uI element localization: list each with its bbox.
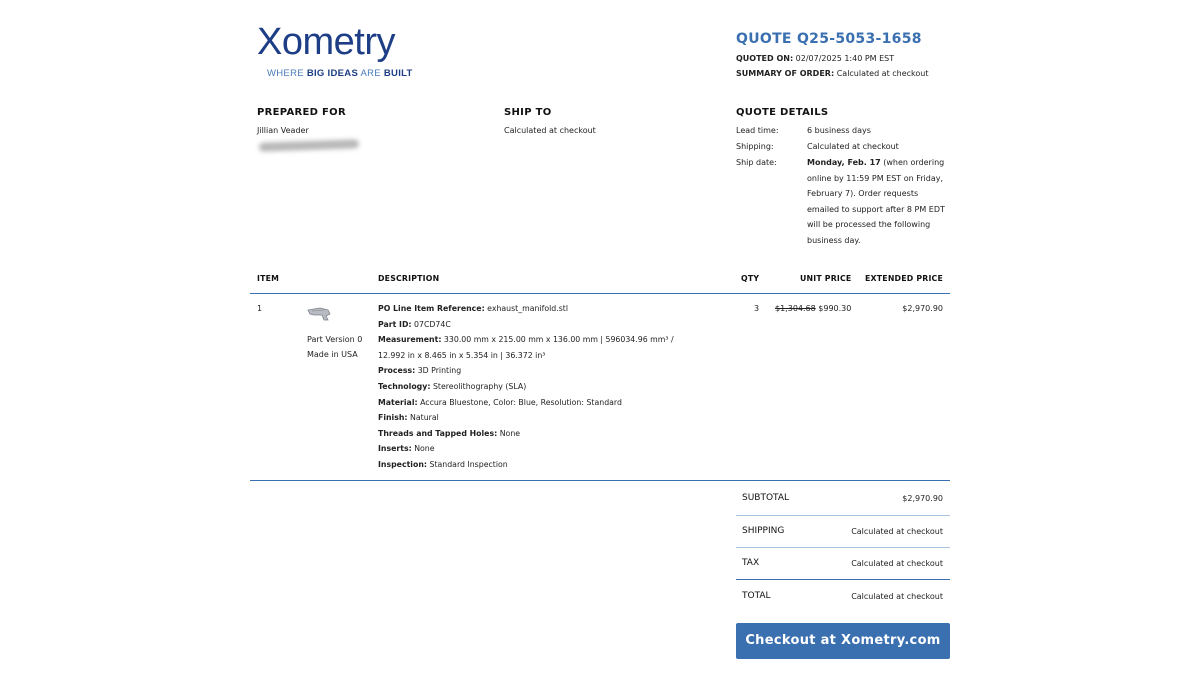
totals-divider — [736, 515, 950, 516]
desc-process: Process: 3D Printing — [378, 366, 462, 376]
part-thumbnail-icon — [306, 304, 332, 322]
ship-to-value: Calculated at checkout — [504, 126, 596, 135]
desc-po-ref: PO Line Item Reference: exhaust_manifold.stl — [378, 304, 569, 313]
quote-details-heading: QUOTE DETAILS — [736, 107, 829, 118]
row-qty: 3 — [754, 304, 760, 313]
subtotal-label: SUBTOTAL — [742, 493, 790, 503]
table-header-rule — [250, 293, 950, 294]
shipping-total-label: SHIPPING — [742, 526, 785, 536]
total-label: TOTAL — [742, 591, 771, 601]
desc-technology: Technology: Stereolithography (SLA) — [378, 381, 527, 391]
lead-time-value: 6 business days — [807, 126, 871, 135]
desc-measurement: Measurement: 330.00 mm x 215.00 mm x 136.00 mm | 596034.96 mm³ / — [378, 335, 674, 345]
checkout-button[interactable]: Checkout at Xometry.com — [736, 623, 950, 659]
prepared-for-name: Jillian Veader — [257, 126, 309, 135]
quoted-on: QUOTED ON: 02/07/2025 1:40 PM EST — [736, 54, 895, 63]
desc-part-id: Part ID: 07CD74C — [378, 319, 451, 329]
total-value: Calculated at checkout — [851, 592, 943, 601]
redacted-email — [259, 139, 359, 151]
made-in: Made in USA — [307, 350, 358, 359]
logo-wordmark: Xometry — [257, 21, 395, 63]
quote-title: QUOTE Q25-5053-1658 — [736, 31, 922, 47]
col-extended-price: EXTENDED PRICE — [865, 274, 943, 283]
shipping-total-value: Calculated at checkout — [851, 527, 943, 536]
ship-to-heading: SHIP TO — [504, 107, 552, 118]
xometry-logo — [257, 22, 413, 79]
desc-inserts: Inserts: None — [378, 444, 435, 454]
row-extended-price: $2,970.90 — [902, 304, 943, 313]
row-description — [378, 301, 674, 473]
desc-material: Material: Accura Bluestone, Color: Blue, Resolution: Standard — [378, 397, 622, 407]
lead-time-label: Lead time: — [736, 126, 779, 135]
part-version: Part Version 0 — [307, 335, 363, 344]
totals-divider — [736, 579, 950, 580]
desc-measurement-in: 12.992 in x 8.465 in x 5.354 in | 36.372 in³ — [378, 350, 546, 360]
col-qty: QTY — [741, 274, 760, 283]
col-unit-price: UNIT PRICE — [800, 274, 852, 283]
subtotal-value: $2,970.90 — [902, 494, 943, 503]
row-item-number: 1 — [257, 304, 263, 313]
shipping-label: Shipping: — [736, 142, 774, 151]
ship-date-value: Monday, Feb. 17 (when ordering online by 11:59 PM EST on Friday, February 7). Order requests emailed to support after 8 PM EDT will be processed the following business day. — [807, 158, 945, 245]
totals-divider — [736, 547, 950, 548]
original-price: $1,304.68 — [775, 304, 816, 313]
col-item: ITEM — [257, 274, 280, 283]
summary-of-order: SUMMARY OF ORDER: Calculated at checkout — [736, 69, 929, 78]
ship-date-label: Ship date: — [736, 158, 777, 167]
desc-finish: Finish: Natural — [378, 413, 439, 423]
col-description: DESCRIPTION — [378, 274, 440, 283]
tax-value: Calculated at checkout — [851, 559, 943, 568]
shipping-value: Calculated at checkout — [807, 142, 899, 151]
prepared-for-heading: PREPARED FOR — [257, 107, 346, 118]
desc-inspection: Inspection: Standard Inspection — [378, 459, 508, 469]
logo-tagline: WHERE BIG IDEAS ARE BUILT — [267, 68, 413, 79]
table-bottom-rule — [250, 480, 950, 481]
row-unit-price: $1,304.68 $990.30 — [775, 304, 852, 313]
tax-label: TAX — [742, 558, 760, 568]
desc-threads: Threads and Tapped Holes: None — [378, 428, 521, 438]
